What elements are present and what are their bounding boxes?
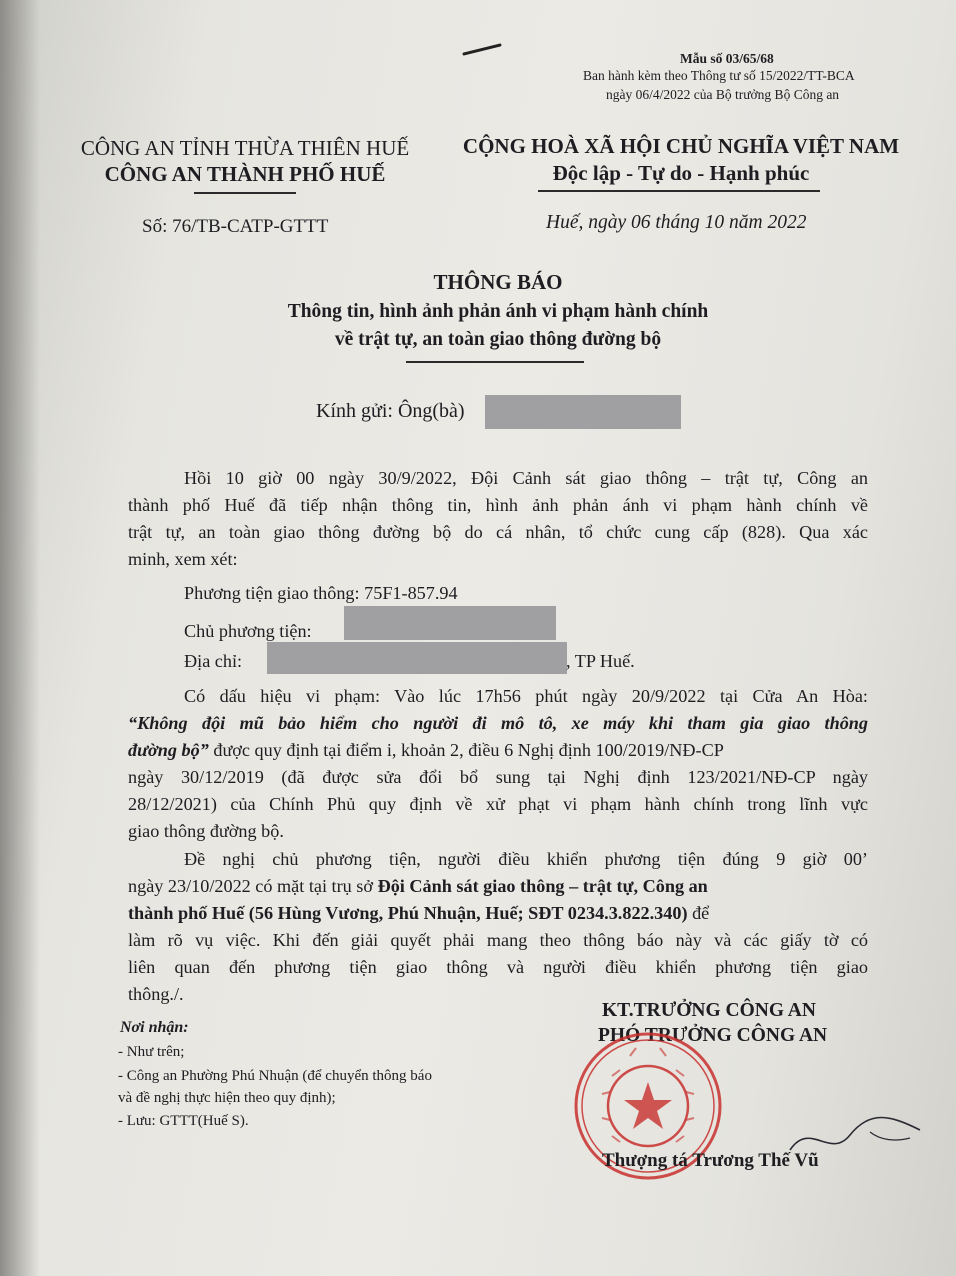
address-label: Địa chỉ: [184, 651, 243, 671]
violation-description: “Không đội mũ bảo hiểm cho người đi mô tô, xe máy khi tham gia giao thông [128, 713, 868, 733]
body-text-span: để [687, 903, 710, 923]
vehicle-plate: Phương tiện giao thông: 75F1-857.94 [184, 583, 458, 603]
office-name: Đội Cảnh sát giao thông – trật tự, Công an [377, 876, 708, 896]
body-text-span: được quy định tại điểm i, khoản 2, điều 6 Nghị định 100/2019/NĐ-CP [208, 740, 724, 760]
agency-name: CÔNG AN THÀNH PHỐ HUẾ [104, 162, 386, 186]
form-number: Mẫu số 03/65/68 [680, 51, 774, 66]
form-issued-with: Ban hành kèm theo Thông tư số 15/2022/TT-BCA [583, 68, 855, 83]
recipients-heading: Nơi nhận: [120, 1019, 189, 1036]
body-line: liên quan đến phương tiện giao thông và người điều khiển phương tiện giao [128, 957, 868, 977]
signature-title-1: KT.TRƯỞNG CÔNG AN [602, 1000, 816, 1021]
pen-mark [462, 43, 502, 56]
nation-name: CỘNG HOÀ XÃ HỘI CHỦ NGHĨA VIỆT NAM [462, 134, 900, 158]
document-title: THÔNG BÁO [433, 270, 563, 294]
title-underline [406, 361, 584, 363]
body-line: Đề nghị chủ phương tiện, người điều khiển phương tiện đúng 9 giờ 00’ [184, 849, 868, 869]
recipient-item: và đề nghị thực hiện theo quy định); [118, 1090, 336, 1106]
violation-description-end: đường bộ” [128, 740, 209, 760]
body-line [128, 737, 868, 764]
office-address: thành phố Huế (56 Hùng Vương, Phú Nhuận, Huế; SĐT 0234.3.822.340) [128, 903, 688, 923]
body-line: giao thông đường bộ. [128, 821, 284, 841]
agency-underline [194, 192, 296, 194]
body-line: Có dấu hiệu vi phạm: Vào lúc 17h56 phút ngày 20/9/2022 tại Cửa An Hòa: [184, 686, 868, 706]
document-subtitle-1: Thông tin, hình ảnh phản ánh vi phạm hành chính [287, 301, 709, 322]
redacted-owner [344, 606, 556, 640]
place-date: Huế, ngày 06 tháng 10 năm 2022 [546, 212, 807, 233]
body-line: ngày 30/12/2019 (đã được sửa đổi bổ sung tại Nghị định 123/2021/NĐ-CP ngày [128, 767, 868, 787]
parent-agency: CÔNG AN TỈNH THỪA THIÊN HUẾ [80, 136, 410, 160]
form-issued-date: ngày 06/4/2022 của Bộ trưởng Bộ Công an [606, 87, 840, 102]
body-line [128, 873, 868, 900]
document-number: Số: 76/TB-CATP-GTTT [142, 216, 329, 237]
body-line: thông./. [128, 984, 184, 1004]
redacted-recipient-name [485, 395, 681, 429]
body-line: 28/12/2021) của Chính Phủ quy định về xử phạt vi phạm hành chính trong lĩnh vực [128, 794, 868, 814]
body-line: Hồi 10 giờ 00 ngày 30/9/2022, Đội Cảnh sát giao thông – trật tự, Công an [184, 468, 868, 488]
body-text-span: ngày 23/10/2022 có mặt tại trụ sở [128, 876, 378, 896]
motto-underline [538, 190, 820, 192]
body-line: làm rõ vụ việc. Khi đến giải quyết phải mang theo thông báo này và các giấy tờ có [128, 930, 868, 950]
page-shadow [0, 0, 40, 1276]
owner-label: Chủ phương tiện: [184, 621, 312, 641]
address-tail: , TP Huế. [566, 651, 635, 671]
body-line: thành phố Huế đã tiếp nhận thông tin, hình ảnh phản ánh vi phạm hành chính về [128, 495, 868, 515]
body-line [128, 900, 868, 927]
redacted-address [267, 642, 567, 674]
recipient-item: - Công an Phường Phú Nhuận (để chuyển thông báo [118, 1068, 432, 1084]
recipient-item: - Lưu: GTTT(Huế S). [118, 1113, 249, 1129]
nation-motto: Độc lập - Tự do - Hạnh phúc [552, 161, 810, 185]
signature-title-2: PHÓ TRƯỞNG CÔNG AN [598, 1025, 828, 1046]
salutation: Kính gửi: Ông(bà) [316, 400, 465, 422]
document-subtitle-2: về trật tự, an toàn giao thông đường bộ [334, 329, 662, 350]
recipient-item: - Như trên; [118, 1044, 185, 1060]
body-line: trật tự, an toàn giao thông đường bộ do cá nhân, tổ chức cung cấp (828). Qua xác [128, 522, 868, 542]
body-line: minh, xem xét: [128, 549, 238, 569]
signer-name: Thượng tá Trương Thế Vũ [602, 1150, 819, 1171]
